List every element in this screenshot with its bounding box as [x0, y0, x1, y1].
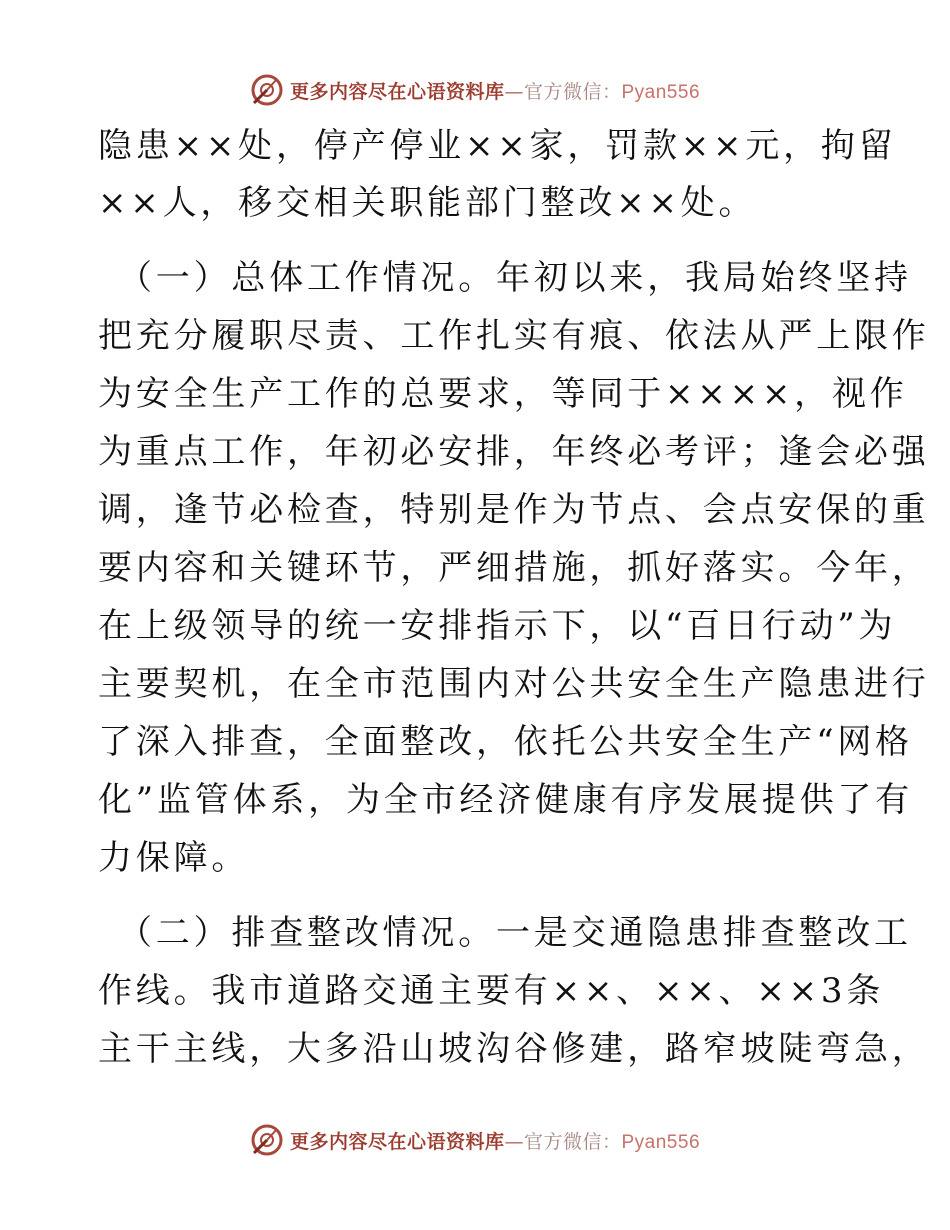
text-line: 了深入排查，全面整改，依托公共安全生产“网格 [98, 722, 913, 762]
text-line: 作线。我市道路交通主要有××、××、××3条 [98, 971, 885, 1011]
text-line: 化”监管体系，为全市经济健康有序发展提供了有 [98, 780, 913, 820]
watermark-id: Pyan556 [621, 1131, 701, 1153]
watermark-id: Pyan556 [621, 81, 701, 103]
text-line: 要内容和关键环节，严细措施，抓好落实。今年， [98, 548, 930, 588]
text-line: 在上级领导的统一安排指示下，以“百日行动”为 [98, 606, 897, 646]
watermark-dash: — [504, 1130, 524, 1153]
paragraph-2-heading-line: （二）排查整改情况。一是交通隐患排查整改工 [118, 913, 912, 953]
watermark-text [290, 77, 700, 104]
text-line: 为重点工作，年初必安排，年终必考评；逢会必强 [98, 432, 930, 472]
pen-logo-icon [250, 1123, 284, 1157]
pen-logo-icon [250, 73, 284, 107]
text-line: 隐患××处，停产停业××家，罚款××元，拘留 [98, 126, 897, 166]
paragraph-1-heading-line: （一）总体工作情况。年初以来，我局始终坚持 [118, 258, 912, 298]
watermark-dash: — [504, 80, 524, 103]
footer-watermark [0, 1120, 950, 1160]
text-line: 主要契机，在全市范围内对公共安全生产隐患进行 [98, 664, 930, 704]
text-line: 为安全生产工作的总要求，等同于××××，视作 [98, 374, 908, 414]
watermark-official: 官方微信： [523, 1130, 622, 1153]
watermark-brand: 更多内容尽在心语资料库 [289, 80, 505, 103]
header-watermark [0, 70, 950, 110]
text-line: 力保障。 [98, 838, 250, 878]
text-line: ××人，移交相关职能部门整改××处。 [98, 183, 757, 223]
watermark-brand: 更多内容尽在心语资料库 [289, 1130, 505, 1153]
watermark-text [290, 1127, 700, 1154]
watermark-official: 官方微信： [523, 80, 622, 103]
text-line: 把充分履职尽责、工作扎实有痕、依法从严上限作 [98, 316, 930, 356]
text-line: 主干主线，大多沿山坡沟谷修建，路窄坡陡弯急， [98, 1029, 930, 1069]
text-line: 调，逢节必检查，特别是作为节点、会点安保的重 [98, 490, 930, 530]
